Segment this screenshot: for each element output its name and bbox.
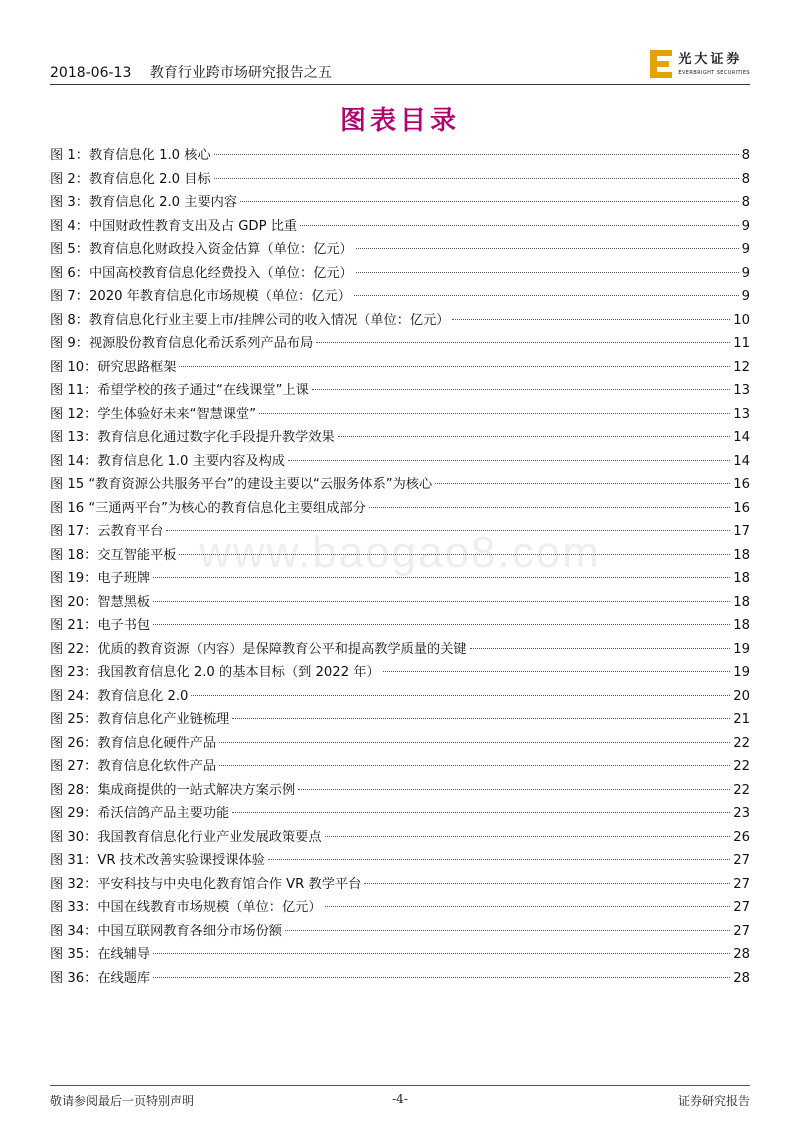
toc-entry-page: 19 xyxy=(733,641,750,657)
toc-entry-page: 18 xyxy=(733,594,750,610)
toc-entry-page: 9 xyxy=(741,289,750,304)
toc-dot-leader xyxy=(288,460,730,461)
toc-dot-leader xyxy=(312,389,730,390)
toc-entry-label: 图 34：中国互联网教育各细分市场份额 xyxy=(50,923,282,939)
toc-entry-page: 22 xyxy=(733,759,750,774)
toc-dot-leader xyxy=(153,977,730,978)
toc-entry-label: 图 4：中国财政性教育支出及占 GDP 比重 xyxy=(50,218,298,234)
toc-entry-page: 9 xyxy=(741,218,750,234)
toc-dot-leader xyxy=(354,295,739,296)
toc-entry-label: 图 5：教育信息化财政投入资金估算（单位：亿元） xyxy=(50,242,353,257)
watermark: www.baogao8.com xyxy=(199,528,601,577)
toc-dot-leader xyxy=(259,413,730,414)
page-title: 图表目录 xyxy=(339,106,460,136)
toc-entry[interactable] xyxy=(50,732,750,756)
toc-entry[interactable] xyxy=(50,849,750,873)
toc-entry-label: 图 32：平安科技与中央电化教育馆合作 VR 教学平台 xyxy=(50,876,362,892)
toc-entry[interactable] xyxy=(50,473,750,497)
toc-entry[interactable] xyxy=(50,920,750,944)
toc-entry-page: 9 xyxy=(741,265,750,281)
toc-entry-page: 11 xyxy=(733,336,750,351)
toc-dot-leader xyxy=(470,648,731,649)
toc-entry[interactable] xyxy=(50,708,750,732)
logo-english-name: EVERBRIGHT SECURITIES xyxy=(678,69,750,76)
header-divider xyxy=(50,84,750,85)
toc-entry[interactable] xyxy=(50,356,750,380)
toc-dot-leader xyxy=(179,366,730,367)
toc-entry-page: 14 xyxy=(733,430,750,445)
header-left xyxy=(50,62,332,82)
toc-dot-leader xyxy=(153,577,730,578)
toc-entry[interactable] xyxy=(50,450,750,474)
toc-entry[interactable] xyxy=(50,685,750,709)
toc-entry-label: 图 8：教育信息化行业主要上市/挂牌公司的收入情况（单位：亿元） xyxy=(50,312,450,328)
toc-dot-leader xyxy=(240,201,739,202)
toc-dot-leader xyxy=(268,859,730,860)
toc-dot-leader xyxy=(285,930,730,931)
footer-disclaimer: 敬请参阅最后一页特别声明 xyxy=(50,1094,195,1108)
toc-entry[interactable] xyxy=(50,403,750,427)
toc-entry[interactable] xyxy=(50,614,750,638)
toc-entry-page: 17 xyxy=(733,524,750,539)
toc-entry-label: 图 33：中国在线教育市场规模（单位：亿元） xyxy=(50,900,322,915)
toc-entry[interactable] xyxy=(50,967,750,991)
toc-entry-page: 18 xyxy=(733,547,750,563)
footer-divider xyxy=(50,1085,750,1086)
toc-entry-label: 图 27：教育信息化软件产品 xyxy=(50,759,217,774)
toc-entry-label: 图 14：教育信息化 1.0 主要内容及构成 xyxy=(50,453,285,469)
report-title: 教育行业跨市场研究报告之五 xyxy=(149,65,332,81)
toc-dot-leader xyxy=(435,483,730,484)
toc-entry-label: 图 21：电子书包 xyxy=(50,618,151,633)
toc-entry-label: 图 20：智慧黑板 xyxy=(50,594,151,610)
toc-entry[interactable] xyxy=(50,191,750,215)
toc-dot-leader xyxy=(356,272,739,273)
toc-entry-page: 12 xyxy=(733,359,750,375)
toc-entry-page: 27 xyxy=(733,923,750,939)
toc-dot-leader xyxy=(166,530,730,531)
toc-entry[interactable] xyxy=(50,426,750,450)
toc-entry-page: 27 xyxy=(733,853,750,868)
toc-entry-page: 8 xyxy=(741,171,750,187)
toc-dot-leader xyxy=(153,953,730,954)
toc-entry-page: 27 xyxy=(733,900,750,915)
toc-entry[interactable] xyxy=(50,309,750,333)
toc-entry[interactable] xyxy=(50,896,750,920)
toc-entry-label: 图 22：优质的教育资源（内容）是保障教育公平和提高教学质量的关键 xyxy=(50,641,467,657)
toc-entry-page: 9 xyxy=(741,242,750,257)
toc-entry-label: 图 28：集成商提供的一站式解决方案示例 xyxy=(50,782,296,798)
toc-entry[interactable] xyxy=(50,285,750,309)
toc-entry-label: 图 35：在线辅导 xyxy=(50,947,151,962)
toc-entry[interactable] xyxy=(50,661,750,685)
report-date: 2018-06-13 xyxy=(50,65,132,81)
toc-entry-page: 18 xyxy=(733,618,750,633)
toc-entry[interactable] xyxy=(50,544,750,568)
toc-entry[interactable] xyxy=(50,497,750,521)
toc-entry-page: 28 xyxy=(733,970,750,986)
toc-entry[interactable] xyxy=(50,943,750,967)
toc-entry-page: 19 xyxy=(733,665,750,680)
toc-entry[interactable] xyxy=(50,215,750,239)
toc-entry-page: 13 xyxy=(733,406,750,422)
toc-entry-page: 21 xyxy=(733,712,750,727)
toc-entry[interactable] xyxy=(50,262,750,286)
toc-entry-label: 图 30：我国教育信息化行业产业发展政策要点 xyxy=(50,829,322,845)
toc-entry-page: 27 xyxy=(733,876,750,892)
toc-dot-leader xyxy=(369,507,730,508)
toc-entry[interactable] xyxy=(50,520,750,544)
toc-entry-label: 图 36：在线题库 xyxy=(50,970,151,986)
toc-entry-label: 图 9：视源股份教育信息化希沃系列产品布局 xyxy=(50,336,314,351)
toc-entry[interactable] xyxy=(50,591,750,615)
toc-dot-leader xyxy=(214,178,739,179)
toc-dot-leader xyxy=(316,342,730,343)
toc-dot-leader xyxy=(232,812,730,813)
toc-entry[interactable] xyxy=(50,332,750,356)
toc-entry[interactable] xyxy=(50,779,750,803)
page-header xyxy=(50,50,750,82)
toc-entry-label: 图 25：教育信息化产业链梳理 xyxy=(50,712,230,727)
toc-entry-label: 图 2：教育信息化 2.0 目标 xyxy=(50,171,211,187)
toc-entry-page: 14 xyxy=(733,453,750,469)
toc-dot-leader xyxy=(179,554,730,555)
toc-entry-label: 图 17：云教育平台 xyxy=(50,524,164,539)
toc-entry-page: 8 xyxy=(741,148,750,163)
toc-entry-page: 22 xyxy=(733,735,750,751)
toc-dot-leader xyxy=(325,906,731,907)
toc-entry-page: 26 xyxy=(733,829,750,845)
toc-entry-label: 图 18：交互智能平板 xyxy=(50,547,177,563)
toc-entry-page: 18 xyxy=(733,571,750,586)
toc-dot-leader xyxy=(356,248,739,249)
toc-entry-page: 16 xyxy=(733,500,750,516)
toc-dot-leader xyxy=(452,319,730,320)
logo-chinese-name: 光大证券 xyxy=(678,51,743,67)
toc-entry-page: 8 xyxy=(741,195,750,210)
toc-entry-label: 图 11：希望学校的孩子通过“在线课堂”上课 xyxy=(50,383,309,398)
toc-entry-label: 图 12：学生体验好未来“智慧课堂” xyxy=(50,406,257,422)
toc-dot-leader xyxy=(219,742,730,743)
toc-entry-page: 16 xyxy=(733,477,750,492)
toc-entry-page: 23 xyxy=(733,806,750,821)
toc-dot-leader xyxy=(232,718,730,719)
toc-entry[interactable] xyxy=(50,802,750,826)
everbright-logo-icon xyxy=(650,50,672,78)
toc-entry-label: 图 24：教育信息化 2.0 xyxy=(50,688,189,704)
toc-entry[interactable] xyxy=(50,144,750,168)
toc-entry-label: 图 10：研究思路框架 xyxy=(50,359,177,375)
toc-entry[interactable] xyxy=(50,755,750,779)
toc-entry-label: 图 13：教育信息化通过数字化手段提升教学效果 xyxy=(50,430,335,445)
page-number: -4- xyxy=(392,1092,408,1106)
toc-dot-leader xyxy=(191,695,730,696)
toc-entry-page: 28 xyxy=(733,947,750,962)
toc-dot-leader xyxy=(153,624,730,625)
toc-dot-leader xyxy=(214,154,739,155)
toc-entry-label: 图 16 “三通两平台”为核心的教育信息化主要组成部分 xyxy=(50,500,366,516)
toc-entry-label: 图 7：2020 年教育信息化市场规模（单位：亿元） xyxy=(50,289,351,304)
toc-entry[interactable] xyxy=(50,638,750,662)
toc-entry-page: 20 xyxy=(733,688,750,704)
toc-entry[interactable] xyxy=(50,379,750,403)
table-of-figures xyxy=(50,144,750,990)
toc-entry-label: 图 31：VR 技术改善实验课授课体验 xyxy=(50,853,265,868)
toc-dot-leader xyxy=(364,883,730,884)
toc-entry-label: 图 26：教育信息化硬件产品 xyxy=(50,735,217,751)
toc-dot-leader xyxy=(325,836,731,837)
toc-entry-label: 图 3：教育信息化 2.0 主要内容 xyxy=(50,195,238,210)
toc-entry-label: 图 23：我国教育信息化 2.0 的基本目标（到 2022 年） xyxy=(50,665,380,680)
toc-entry-label: 图 29：希沃信鸽产品主要功能 xyxy=(50,806,230,821)
toc-entry[interactable] xyxy=(50,168,750,192)
toc-entry-label: 图 6：中国高校教育信息化经费投入（单位：亿元） xyxy=(50,265,353,281)
toc-dot-leader xyxy=(338,436,730,437)
toc-entry-label: 图 19：电子班牌 xyxy=(50,571,151,586)
toc-dot-leader xyxy=(153,601,730,602)
toc-dot-leader xyxy=(219,765,730,766)
toc-entry-page: 22 xyxy=(733,782,750,798)
company-logo xyxy=(650,50,750,78)
toc-dot-leader xyxy=(298,789,730,790)
toc-entry-label: 图 1：教育信息化 1.0 核心 xyxy=(50,148,211,163)
toc-dot-leader xyxy=(300,225,739,226)
toc-entry-label: 图 15 “教育资源公共服务平台”的建设主要以“云服务体系”为核心 xyxy=(50,477,433,492)
toc-entry[interactable] xyxy=(50,567,750,591)
toc-dot-leader xyxy=(383,671,731,672)
toc-entry[interactable] xyxy=(50,873,750,897)
toc-entry-page: 10 xyxy=(733,312,750,328)
toc-entry[interactable] xyxy=(50,826,750,850)
toc-entry[interactable] xyxy=(50,238,750,262)
footer-report-type: 证券研究报告 xyxy=(677,1094,750,1108)
toc-entry-page: 13 xyxy=(733,383,750,398)
